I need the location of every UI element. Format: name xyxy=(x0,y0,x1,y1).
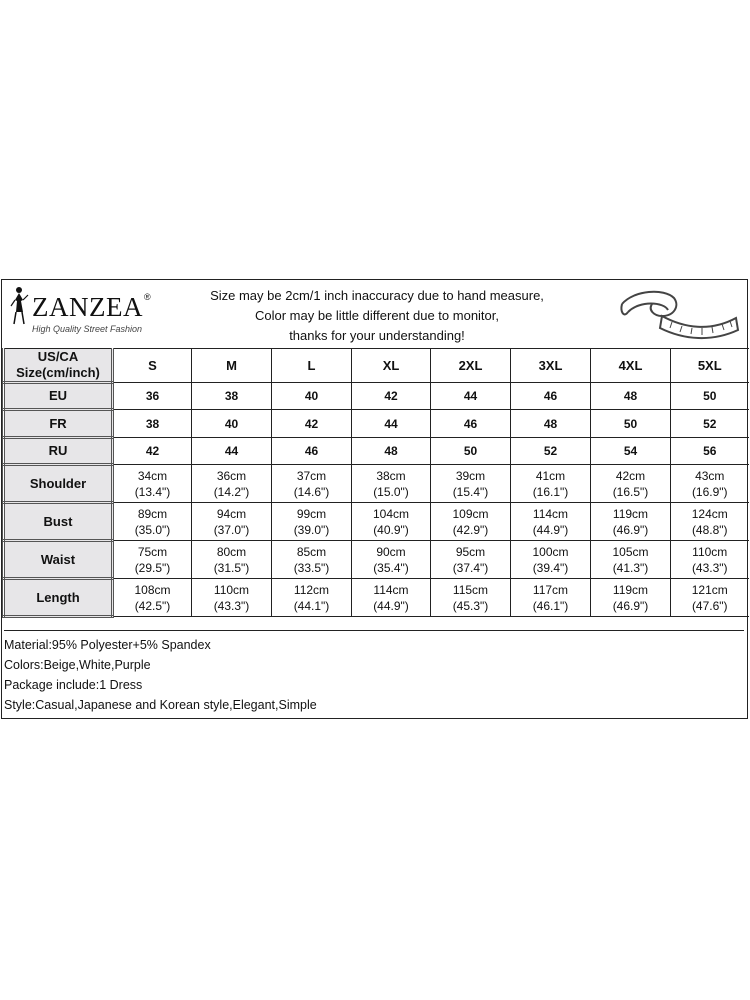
row-label: Waist xyxy=(4,541,113,579)
table-cell xyxy=(113,541,192,579)
inch-value: (37.4") xyxy=(452,560,489,575)
table-cell: 54 xyxy=(591,438,671,465)
cm-value: 105cm xyxy=(612,544,649,559)
size-header-row xyxy=(4,349,749,383)
table-cell: 42 xyxy=(352,383,431,410)
size-header-cell: L xyxy=(272,349,352,383)
cm-value: 100cm xyxy=(532,544,569,559)
cm-value: 95cm xyxy=(455,544,486,559)
brand-tagline: High Quality Street Fashion xyxy=(32,324,143,334)
row-label: Shoulder xyxy=(4,465,113,503)
row-label: RU xyxy=(4,438,113,465)
cm-value: 108cm xyxy=(134,582,171,597)
table-cell xyxy=(511,465,591,503)
inch-value: (39.4") xyxy=(532,560,569,575)
table-cell xyxy=(431,579,511,617)
size-header-cell: 2XL xyxy=(431,349,511,383)
inch-value: (44.9") xyxy=(532,522,569,537)
cm-value: 94cm xyxy=(216,506,247,521)
table-cell xyxy=(511,503,591,541)
fr-size-row xyxy=(4,410,749,438)
row-label: Length xyxy=(4,579,113,617)
inch-value: (29.5") xyxy=(134,560,171,575)
spec-style: Style:Casual,Japanese and Korean style,Elegant,Simple xyxy=(4,698,317,712)
table-cell: 42 xyxy=(113,438,192,465)
table-cell xyxy=(671,465,749,503)
table-cell xyxy=(431,465,511,503)
inch-value: (33.5") xyxy=(293,560,330,575)
table-cell: 42 xyxy=(272,410,352,438)
table-cell xyxy=(272,579,352,617)
waist-row xyxy=(4,541,749,579)
inch-value: (16.5") xyxy=(612,484,649,499)
size-header-cell: M xyxy=(192,349,272,383)
table-cell xyxy=(192,503,272,541)
table-cell xyxy=(352,503,431,541)
inch-value: (48.8") xyxy=(691,522,728,537)
size-header-cell: S xyxy=(113,349,192,383)
table-cell xyxy=(192,465,272,503)
cm-value: 90cm xyxy=(376,544,406,559)
cm-value: 115cm xyxy=(452,582,489,597)
notice-line: Color may be little different due to monitor, xyxy=(255,308,499,323)
table-cell xyxy=(192,541,272,579)
cm-value: 110cm xyxy=(213,582,250,597)
inch-value: (46.1") xyxy=(532,598,569,613)
cm-value: 34cm xyxy=(137,468,168,483)
table-cell xyxy=(431,541,511,579)
table-cell xyxy=(352,465,431,503)
cm-value: 43cm xyxy=(695,468,725,483)
cm-value: 39cm xyxy=(455,468,486,483)
table-cell xyxy=(591,579,671,617)
inch-value: (41.3") xyxy=(612,560,649,575)
table-cell: 44 xyxy=(431,383,511,410)
inch-value: (42.9") xyxy=(452,522,489,537)
table-cell xyxy=(272,541,352,579)
table-cell xyxy=(671,503,749,541)
size-header-cell: 3XL xyxy=(511,349,591,383)
inch-value: (14.6") xyxy=(293,484,330,499)
table-cell: 50 xyxy=(431,438,511,465)
spec-material: Material:95% Polyester+5% Spandex xyxy=(4,638,211,652)
table-cell: 46 xyxy=(272,438,352,465)
spec-colors: Colors:Beige,White,Purple xyxy=(4,658,151,672)
table-cell: 48 xyxy=(591,383,671,410)
table-cell xyxy=(431,503,511,541)
table-cell xyxy=(272,503,352,541)
table-cell xyxy=(591,541,671,579)
cm-value: 89cm xyxy=(137,506,168,521)
table-cell xyxy=(352,579,431,617)
size-header-cell: 4XL xyxy=(591,349,671,383)
table-cell xyxy=(511,541,591,579)
table-cell xyxy=(591,465,671,503)
table-cell xyxy=(272,465,352,503)
inch-value: (47.6") xyxy=(691,598,728,613)
cm-value: 80cm xyxy=(216,544,247,559)
table-cell: 52 xyxy=(671,410,749,438)
inch-value: (44.1") xyxy=(293,598,330,613)
cm-value: 41cm xyxy=(535,468,566,483)
inch-value: (16.1") xyxy=(532,484,569,499)
table-cell xyxy=(591,503,671,541)
table-cell xyxy=(511,579,591,617)
measuring-tape-icon xyxy=(614,282,742,346)
label-line: Size(cm/inch) xyxy=(16,365,100,380)
cm-value: 121cm xyxy=(691,582,728,597)
cm-value: 99cm xyxy=(296,506,327,521)
inch-value: (37.0") xyxy=(213,522,250,537)
cm-value: 85cm xyxy=(296,544,327,559)
measurement-notice xyxy=(182,286,572,346)
cm-value: 112cm xyxy=(293,582,330,597)
inch-value: (14.2") xyxy=(213,484,250,499)
table-cell: 48 xyxy=(511,410,591,438)
table-cell: 46 xyxy=(511,383,591,410)
table-cell xyxy=(352,541,431,579)
table-cell: 46 xyxy=(431,410,511,438)
cm-value: 36cm xyxy=(216,468,247,483)
row-label: FR xyxy=(4,410,113,438)
inch-value: (35.4") xyxy=(373,560,409,575)
cm-value: 117cm xyxy=(532,582,569,597)
inch-value: (46.9") xyxy=(612,522,649,537)
inch-value: (13.4") xyxy=(134,484,171,499)
inch-value: (42.5") xyxy=(134,598,171,613)
table-cell: 40 xyxy=(272,383,352,410)
eu-size-row xyxy=(4,383,749,410)
table-cell: 50 xyxy=(591,410,671,438)
cm-value: 119cm xyxy=(612,582,649,597)
table-cell xyxy=(113,503,192,541)
inch-value: (15.4") xyxy=(452,484,489,499)
cm-value: 109cm xyxy=(452,506,489,521)
inch-value: (40.9") xyxy=(373,522,409,537)
cm-value: 119cm xyxy=(612,506,649,521)
table-cell: 40 xyxy=(192,410,272,438)
size-table xyxy=(2,348,749,618)
table-cell: 56 xyxy=(671,438,749,465)
ru-size-row xyxy=(4,438,749,465)
label-line: US/CA xyxy=(37,349,79,364)
table-cell: 36 xyxy=(113,383,192,410)
table-cell: 52 xyxy=(511,438,591,465)
cm-value: 114cm xyxy=(532,506,569,521)
table-cell xyxy=(192,579,272,617)
cm-value: 42cm xyxy=(615,468,646,483)
cm-value: 110cm xyxy=(692,544,728,559)
table-cell: 48 xyxy=(352,438,431,465)
notice-line: thanks for your understanding! xyxy=(289,328,465,343)
shoulder-row xyxy=(4,465,749,503)
inch-value: (44.9") xyxy=(373,598,409,613)
size-header-cell: XL xyxy=(352,349,431,383)
spec-package: Package include:1 Dress xyxy=(4,678,143,692)
row-label: EU xyxy=(4,383,113,410)
size-header-cell: 5XL xyxy=(671,349,749,383)
notice-line: Size may be 2cm/1 inch inaccuracy due to hand measure, xyxy=(210,288,544,303)
size-chart-sheet xyxy=(1,279,748,719)
length-row xyxy=(4,579,749,617)
inch-value: (46.9") xyxy=(612,598,649,613)
table-cell xyxy=(671,579,749,617)
inch-value: (43.3") xyxy=(213,598,250,613)
bust-row xyxy=(4,503,749,541)
inch-value: (39.0") xyxy=(293,522,330,537)
brand-name: ZANZEA xyxy=(32,292,143,322)
cm-value: 124cm xyxy=(691,506,728,521)
fashion-figure-icon xyxy=(8,286,32,326)
inch-value: (15.0") xyxy=(373,484,409,499)
inch-value: (35.0") xyxy=(134,522,171,537)
cm-value: 114cm xyxy=(373,582,409,597)
cm-value: 37cm xyxy=(296,468,327,483)
row-label: Bust xyxy=(4,503,113,541)
cm-value: 75cm xyxy=(137,544,168,559)
cm-value: 38cm xyxy=(376,468,406,483)
brand-logo xyxy=(6,286,166,344)
inch-value: (43.3") xyxy=(691,560,728,575)
product-specs xyxy=(4,630,744,715)
table-cell xyxy=(113,465,192,503)
inch-value: (31.5") xyxy=(213,560,250,575)
table-cell xyxy=(113,579,192,617)
header-band xyxy=(2,280,747,348)
cm-value: 104cm xyxy=(372,506,410,521)
inch-value: (45.3") xyxy=(452,598,489,613)
size-header-label xyxy=(4,349,113,383)
table-cell: 44 xyxy=(192,438,272,465)
table-cell: 38 xyxy=(192,383,272,410)
table-cell xyxy=(671,541,749,579)
table-cell: 38 xyxy=(113,410,192,438)
table-cell: 44 xyxy=(352,410,431,438)
registered-mark: ® xyxy=(144,292,151,302)
table-cell: 50 xyxy=(671,383,749,410)
inch-value: (16.9") xyxy=(691,484,728,499)
